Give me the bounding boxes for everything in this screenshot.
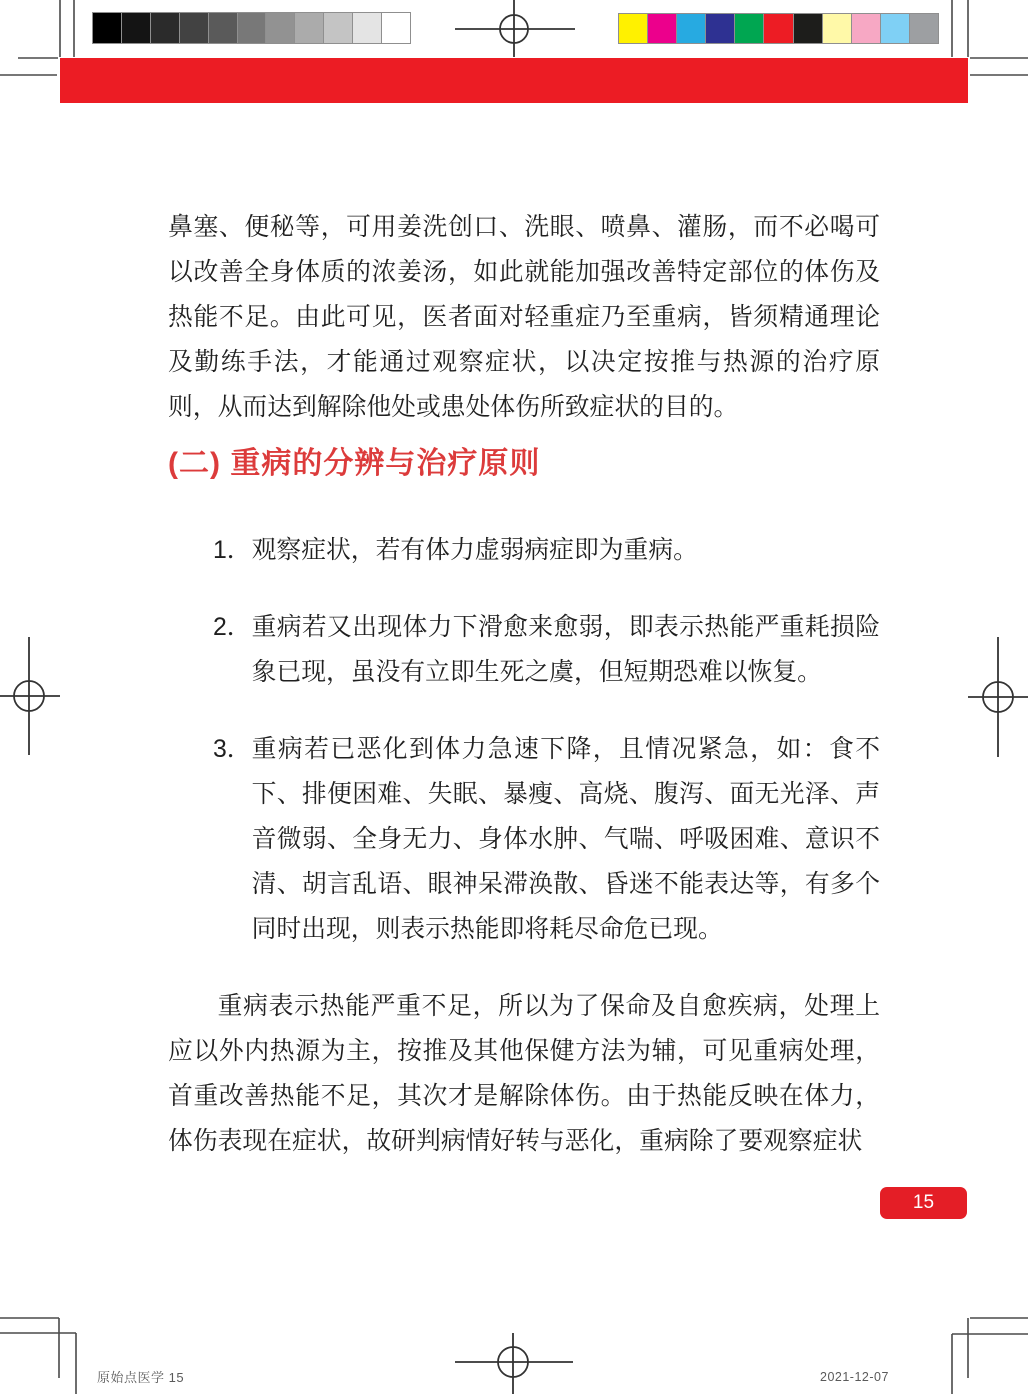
- color-swatch: [764, 14, 793, 43]
- list-item-number: 3．: [213, 736, 252, 763]
- list-item-number: 1．: [213, 537, 252, 564]
- color-swatch: [706, 14, 735, 43]
- print-calibration-color-bar: [618, 13, 939, 44]
- color-swatch: [619, 14, 648, 43]
- numbered-list: [168, 528, 880, 952]
- list-item: [168, 528, 880, 573]
- grayscale-swatch: [122, 13, 151, 43]
- color-swatch: [910, 14, 938, 43]
- grayscale-swatch: [295, 13, 324, 43]
- grayscale-swatch: [238, 13, 267, 43]
- grayscale-swatch: [93, 13, 122, 43]
- page-number-badge: 15: [880, 1187, 967, 1219]
- registration-mark-left: [0, 637, 60, 755]
- color-swatch: [852, 14, 881, 43]
- list-item-text: 观察症状，若有体力虚弱病症即为重病。: [251, 537, 698, 564]
- grayscale-swatch: [353, 13, 382, 43]
- list-item-text: 重病若又出现体力下滑愈来愈弱，即表示热能严重耗损险象已现，虽没有立即生死之虞，但短期恐难以恢复。: [251, 614, 880, 686]
- section-heading: (二) 重病的分辨与治疗原则: [168, 447, 541, 480]
- grayscale-swatch: [151, 13, 180, 43]
- trim-mark-bottom-left: [0, 1318, 76, 1394]
- registration-mark-bottom-center: [455, 1333, 573, 1394]
- grayscale-swatch: [324, 13, 353, 43]
- page-body: [168, 205, 880, 1164]
- color-swatch: [648, 14, 677, 43]
- footer-date: 2021-12-07: [820, 1370, 889, 1384]
- list-item-number: 2．: [213, 614, 252, 641]
- color-swatch: [677, 14, 706, 43]
- color-swatch: [735, 14, 764, 43]
- grayscale-swatch: [382, 13, 410, 43]
- list-item: [168, 605, 880, 695]
- print-calibration-grayscale-bar: [92, 12, 411, 44]
- trim-mark-bottom-right: [952, 1318, 1028, 1394]
- registration-mark-right: [968, 637, 1028, 757]
- registration-mark-top-center: [455, 0, 575, 57]
- grayscale-swatch: [266, 13, 295, 43]
- color-swatch: [823, 14, 852, 43]
- closing-paragraph: 重病表示热能严重不足，所以为了保命及自愈疾病，处理上应以外内热源为主，按推及其他保健方法为辅，可见重病处理，首重改善热能不足，其次才是解除体伤。由于热能反映在体力，体伤表现在症状，故研判病情好转与恶化，重病除了要观察症状: [168, 993, 880, 1155]
- list-item: [168, 727, 880, 952]
- footer-book-title: 原始点医学 15: [97, 1370, 185, 1385]
- grayscale-swatch: [180, 13, 209, 43]
- intro-paragraph: 鼻塞、便秘等，可用姜洗创口、洗眼、喷鼻、灌肠，而不必喝可以改善全身体质的浓姜汤，如此就能加强改善特定部位的体伤及热能不足。由此可见，医者面对轻重症乃至重病，皆须精通理论及勤练手法，才能通过观察症状，以决定按推与热源的治疗原则，从而达到解除他处或患处体伤所致症状的目的。: [168, 214, 880, 421]
- list-item-text: 重病若已恶化到体力急速下降，且情况紧急，如：食不下、排便困难、失眠、暴瘦、高烧、腹泻、面无光泽、声音微弱、全身无力、身体水肿、气喘、呼吸困难、意识不清、胡言乱语、眼神呆滞涣散、昏迷不能表达等，有多个同时出现，则表示热能即将耗尽命危已现。: [251, 736, 880, 943]
- color-swatch: [794, 14, 823, 43]
- grayscale-swatch: [209, 13, 238, 43]
- header-banner: [60, 58, 968, 103]
- color-swatch: [881, 14, 910, 43]
